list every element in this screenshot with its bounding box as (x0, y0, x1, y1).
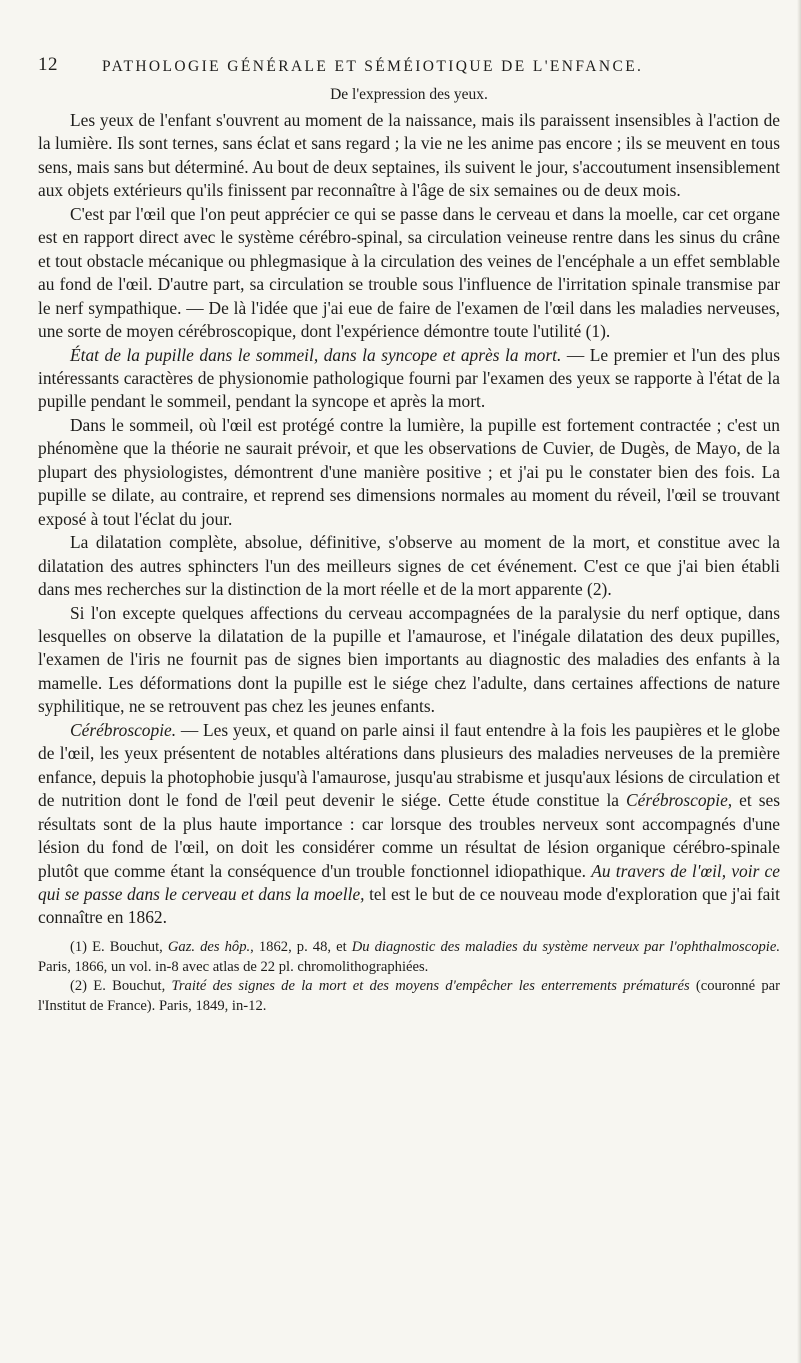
paragraph-3-text: — Le premier et l'un des plus intéressants caractères de physionomie pathologique fourni par l'examen des yeux se rapporte à l'état de la pupille pendant le sommeil, pendant la syncope et après la mort. (38, 344, 780, 412)
paragraph-6: Si l'on excepte quelques affections du cerveau accompagnées de la paralysie du nerf optique, dans lesquelles on observe la dilatation de la pupille et l'amaurose, et l'inégale dilatation des deux pupilles, l'examen de l'iris ne fournit pas de signes bien importants au diagnostic des maladies des enfants à la mamelle. Les déformations dont la pupille est le siége chez l'adulte, dans certaines affections de nature syphilitique, ne se retrouvent pas chez les jeunes enfants. (38, 602, 780, 717)
footnote-1-author: (1) E. Bouchut, (70, 938, 168, 955)
section-heading: De l'expression des yeux. (330, 86, 488, 103)
body-text (38, 109, 780, 930)
paragraph-2: C'est par l'œil que l'on peut apprécier ce qui se passe dans le cerveau et dans la moelle, car cet organe est en rapport direct avec le système cérébro-spinal, sa circulation veineuse rentre dans les sinus du crâne et tout obstacle mécanique ou phlegmasique à la circulation des veines de l'encéphale a un effet semblable au fond de l'œil. D'autre part, sa circulation se trouble sous l'influence de l'irritation spinale transmise par le nerf sympathique. — De là l'idée que j'ai eue de faire de l'examen de l'œil dans les maladies nerveuses, une sorte de moyen cérébroscopique, dont l'expérience démontre toute l'utilité (1). (38, 203, 780, 342)
footnote-1-ref: , 1862, p. 48, et (250, 938, 352, 955)
paragraph-7-text-b: et ses résultats sont de la plus haute importance : car lorsque des troubles nerveux sont accompagnés d'une lésion du fond de l'œil, on doit les considérer comme un résultat de lésion organique cérébro-spinale plutôt que comme étant la conséquence d'un trouble fonctionnel idiopathique. (38, 790, 780, 881)
footnotes (38, 938, 780, 1017)
paragraph-4: Dans le sommeil, où l'œil est protégé contre la lumière, la pupille est fortement contractée ; c'est un phénomène que la théorie ne saurait prévoir, et que les observations de Cuvier, de Dugès, de Mayo, de la plupart des physiologistes, démontrent d'une manière positive ; et j'ai pu le constater bien des fois. La pupille se dilate, au contraire, et reprend ses dimensions normales au moment du réveil, l'œil se trouvant exposé à tout l'éclat du jour. (38, 414, 780, 529)
paragraph-7-quote: Au travers de l'œil, voir ce qui se passe dans le cerveau et dans la moelle, (38, 860, 780, 904)
footnote-1-details: Paris, 1866, un vol. in-8 avec atlas de 22 pl. chromolithographiées. (38, 958, 429, 975)
paragraph-1: Les yeux de l'enfant s'ouvrent au moment de la naissance, mais ils paraissent insensibles à l'action de la lumière. Ils sont ternes, sans éclat et sans regard ; la vie ne les anime pas encore ; ils se meuvent en tous sens, mais sans but déterminé. Au bout de deux septaines, ils suivent le jour, s'accoutument insensiblement aux objets extérieurs qu'ils finissent par reconnaître à l'âge de six semaines ou de deux mois. (38, 110, 780, 201)
footnote-2 (38, 977, 780, 1017)
paragraph-7-heading: Cérébroscopie. (70, 719, 177, 740)
book-page (38, 48, 780, 1017)
running-title: PATHOLOGIE GÉNÉRALE ET SÉMÉIOTIQUE DE L'ENFANCE. (102, 58, 644, 75)
page-number: 12 (38, 54, 58, 75)
paragraph-7 (38, 719, 780, 930)
paragraph-7-term: Cérébroscopie, (626, 790, 733, 811)
page-edge-shadow (797, 0, 801, 1363)
paragraph-7-text-c: tel est le but de ce nouveau mode d'exploration que j'ai fait connaître en 1862. (38, 883, 780, 928)
paragraph-3 (38, 344, 780, 414)
page-header (38, 48, 780, 82)
footnote-1-title: Du diagnostic des maladies du système nerveux par l'ophthalmoscopie. (351, 938, 780, 955)
paragraph-5: La dilatation complète, absolue, définitive, s'observe au moment de la mort, et constitue avec la dilatation des autres sphincters l'un des meilleurs signes de cet événement. C'est ce que j'ai bien établi dans mes recherches sur la distinction de la mort réelle et de la mort apparente (2). (38, 532, 780, 600)
footnote-1-journal: Gaz. des hôp. (167, 938, 251, 955)
footnote-1 (38, 938, 780, 978)
footnote-2-details: (couronné par l'Institut de France). Paris, 1849, in-12. (38, 978, 780, 1015)
footnote-2-title: Traité des signes de la mort et des moyens d'empêcher les enterrements prématurés (171, 978, 690, 995)
paragraph-3-heading: État de la pupille dans le sommeil, dans la syncope et après la mort. (70, 344, 562, 365)
footnote-2-author: (2) E. Bouchut, (70, 978, 172, 995)
paragraph-7-text-a: — Les yeux, et quand on parle ainsi il faut entendre à la fois les paupières et le globe de l'œil, les yeux présentent de notables altérations dans plusieurs des maladies nerveuses de la première enfance, depuis la photophobie jusqu'à l'amaurose, jusqu'au strabisme et jusqu'aux lésions de circulation et de nutrition dont le fond de l'œil peut devenir le siége. Cette étude constitue la (38, 719, 780, 811)
